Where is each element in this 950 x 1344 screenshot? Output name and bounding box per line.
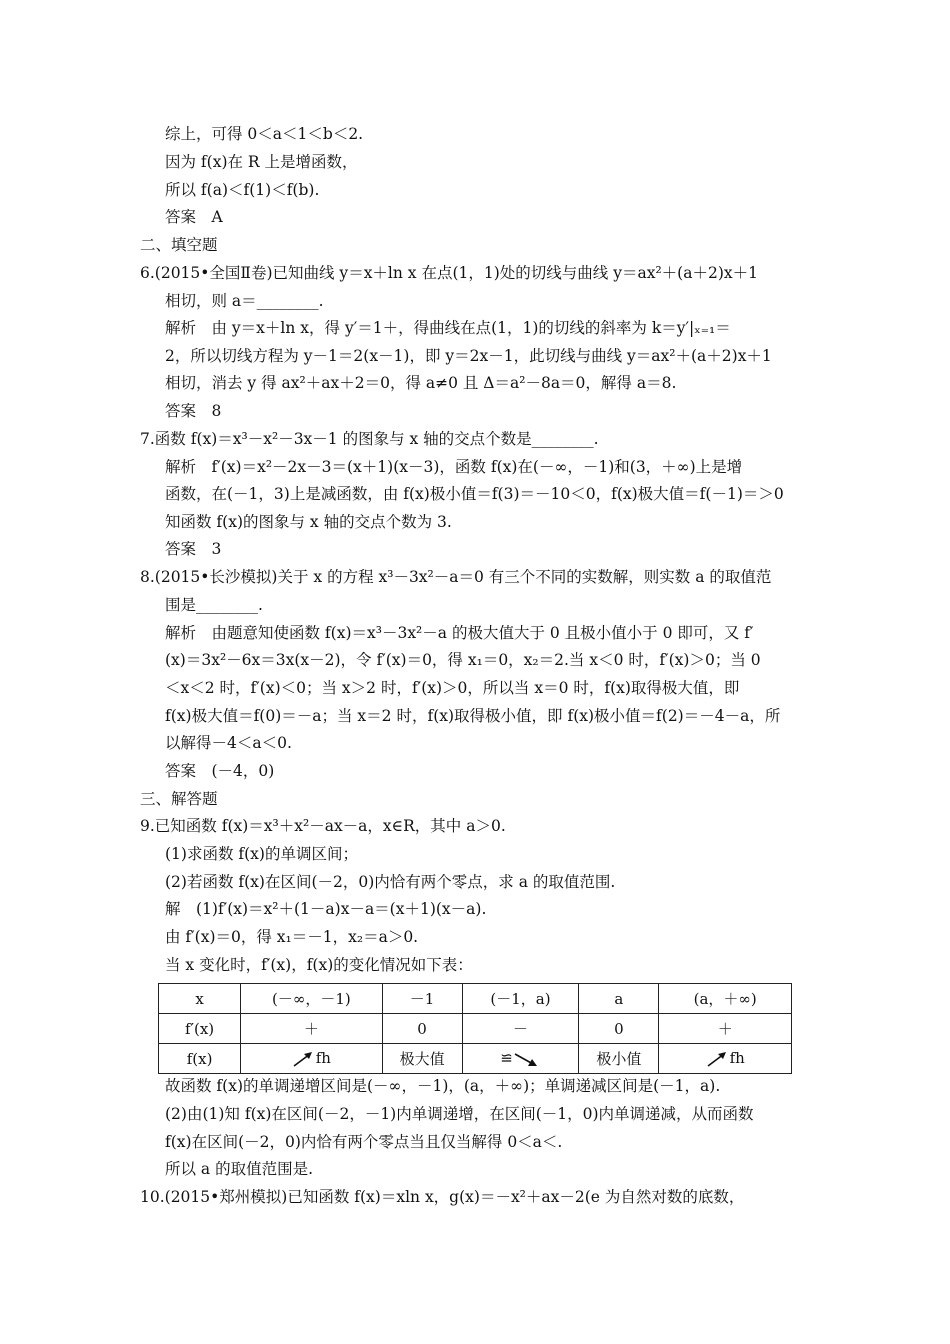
table-cell: x [159,984,241,1014]
text-line: 综上，可得 0＜a＜1＜b＜2. [165,125,364,143]
increasing-arrow-icon [292,1050,314,1068]
arrow-label: ≌ [500,1049,513,1067]
table-cell: ＋ [241,1014,382,1044]
answer-line: 答案 A [165,208,223,226]
increasing-arrow-icon [706,1050,728,1068]
table-cell: f′(x) [159,1014,241,1044]
text-line: 以解得－4＜a＜0. [165,734,292,752]
text-line: 解析 f′(x)＝x²－2x－3＝(x＋1)(x－3)，函数 f(x)在(－∞，－1)和(3，＋∞)上是增 [165,458,743,476]
table-cell: ＋ [659,1014,792,1044]
text-line: 解 (1)f′(x)＝x²＋(1－a)x－a＝(x＋1)(x－a). [165,900,487,918]
answer-line: 答案 8 [165,402,222,420]
arrow-label: fh [729,1049,745,1067]
table-cell [659,1044,792,1074]
text-line: 2，所以切线方程为 y－1＝2(x－1)，即 y＝2x－1，此切线与曲线 y＝ax²＋(a＋2)x＋1 [165,347,772,365]
question-10: 10.(2015•郑州模拟)已知函数 f(x)＝xln x，g(x)＝－x²＋ax－2(e 为自然对数的底数， [140,1188,745,1206]
question-6: 6.(2015•全国Ⅱ卷)已知曲线 y＝x＋ln x 在点(1，1)处的切线与曲线 y＝ax²＋(a＋2)x＋1 [140,264,758,282]
table-cell: f(x) [159,1044,241,1074]
section-heading: 三、解答题 [140,790,218,808]
section-heading: 二、填空题 [140,236,218,254]
text-line: 相切，消去 y 得 ax²＋ax＋2＝0，得 a≠0 且 Δ＝a²－8a＝0，解得 a＝8. [165,374,677,392]
question-9: 9.已知函数 f(x)＝x³＋x²－ax－a，x∈R，其中 a＞0. [140,817,506,835]
text-line: 函数，在(－1，3)上是减函数，由 f(x)极小值＝f(3)＝－10＜0，f(x)极大值＝f(－1)＝＞0 [165,485,784,503]
text-line: 故函数 f(x)的单调递增区间是(－∞，－1)，(a，＋∞)；单调递减区间是(－1，a). [165,1077,721,1095]
text-line: 解析 由题意知使函数 f(x)＝x³－3x²－a 的极大值大于 0 且极小值小于 0 即可，又 f′ [165,624,754,642]
table-row [159,1044,792,1074]
text-line: 所以 a 的取值范围是. [165,1160,314,1178]
table-cell: 极大值 [382,1044,462,1074]
text-line: ＜x＜2 时，f′(x)＜0；当 x＞2 时，f′(x)＞0，所以当 x＝0 时，f(x)取得极大值，即 [165,679,740,697]
question-8: 8.(2015•长沙模拟)关于 x 的方程 x³－3x²－a＝0 有三个不同的实数解，则实数 a 的取值范 [140,568,772,586]
text-line: 围是________. [165,596,263,614]
table-cell: － [462,1014,579,1044]
answer-line: 答案 (－4，0) [165,762,275,780]
table-cell: (－1，a) [462,984,579,1014]
table-row [159,984,792,1014]
text-line: 因为 f(x)在 R 上是增函数， [165,153,358,171]
table-cell: 0 [579,1014,659,1044]
text-line: 由 f′(x)＝0，得 x₁＝－1，x₂＝a＞0. [165,928,419,946]
table-cell [462,1044,579,1074]
text-line: 所以 f(a)＜f(1)＜f(b). [165,181,320,199]
text-line: 知函数 f(x)的图象与 x 轴的交点个数为 3. [165,513,452,531]
text-line: (x)＝3x²－6x＝3x(x－2)，令 f′(x)＝0，得 x₁＝0，x₂＝2.当 x＜0 时，f′(x)＞0；当 0 [165,651,761,669]
table-cell: a [579,984,659,1014]
decreasing-arrow-icon [513,1050,539,1068]
text-line: 当 x 变化时，f′(x)，f(x)的变化情况如下表： [165,956,473,974]
text-line: (2)由(1)知 f(x)在区间(－2，－1)内单调递增，在区间(－1，0)内单调递减，从而函数 [165,1105,754,1123]
table-cell: (－∞，－1) [241,984,382,1014]
text-line: (1)求函数 f(x)的单调区间； [165,845,358,863]
answer-line: 答案 3 [165,540,222,558]
table-cell: (a，＋∞) [659,984,792,1014]
text-line: (2)若函数 f(x)在区间(－2，0)内恰有两个零点，求 a 的取值范围. [165,873,616,891]
question-7: 7.函数 f(x)＝x³－x²－3x－1 的图象与 x 轴的交点个数是________. [140,430,599,448]
text-line: 解析 由 y＝x＋ln x，得 y′＝1＋，得曲线在点(1，1)的切线的斜率为 k＝y′|ₓ₌₁＝ [165,319,731,337]
table-cell: －1 [382,984,462,1014]
table-cell [241,1044,382,1074]
variation-table [158,983,792,1074]
table-cell: 极小值 [579,1044,659,1074]
table-cell: 0 [382,1014,462,1044]
table-row [159,1014,792,1044]
text-line: f(x)在区间(－2，0)内恰有两个零点当且仅当解得 0＜a＜. [165,1133,563,1151]
text-line: f(x)极大值＝f(0)＝－a；当 x＝2 时，f(x)取得极小值，即 f(x)极小值＝f(2)＝－4－a，所 [165,707,781,725]
arrow-label: fh [315,1049,331,1067]
text-line: 相切，则 a＝________. [165,292,324,310]
